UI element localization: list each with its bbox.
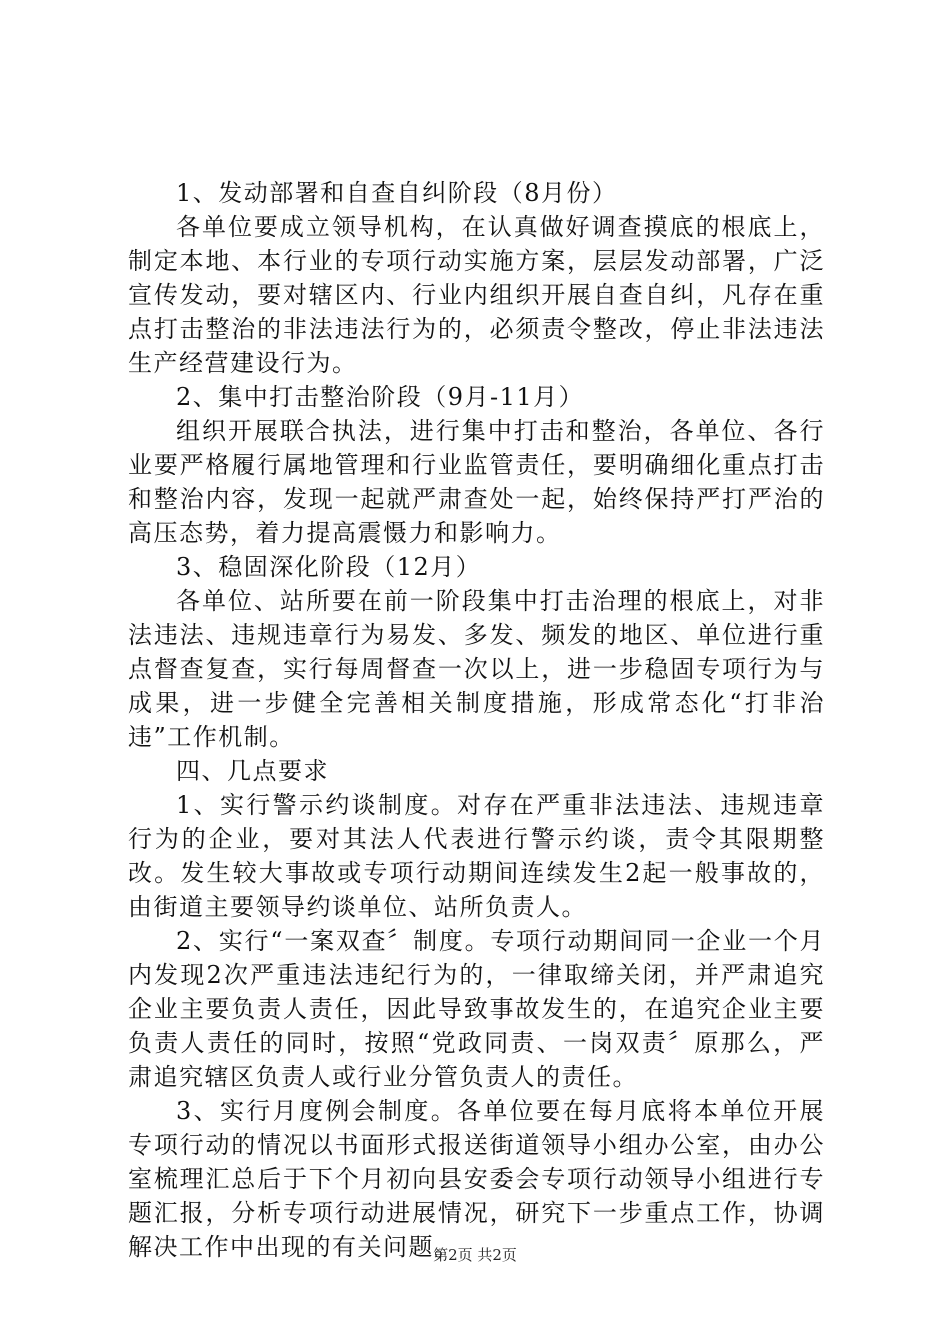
page-footer: 第2页 共2页 xyxy=(433,1246,517,1264)
paragraph-phase-3: 各单位、站所要在前一阶段集中打击治理的根底上，对非法违法、违规违章行为易发、多发、频发的地区、单位进行重点督查复查，实行每周督查一次以上，进一步稳固专项行为与成果，进一步健全完善相关制度措施，形成常态化“打非治违”工作机制。 xyxy=(128,587,825,751)
section-heading-requirements: 四、几点要求 xyxy=(176,757,329,785)
heading-phase-1: 1、发动部署和自查自纠阶段（8月份） xyxy=(176,179,618,207)
paragraph-requirement-1: 1、实行警示约谈制度。对存在严重非法违法、违规违章行为的企业，要对其法人代表进行警示约谈，责令其限期整改。发生较大事故或专项行动期间连续发生2起一般事故的，由街道主要领导约谈单位、站所负责人。 xyxy=(128,791,825,921)
paragraph-requirement-3: 3、实行月度例会制度。各单位要在每月底将本单位开展专项行动的情况以书面形式报送街道领导小组办公室，由办公室梳理汇总后于下个月初向县安委会专项行动领导小组进行专题汇报，分析专项行动进展情况，研究下一步重点工作，协调解决工作中出现的有关问题。 xyxy=(128,1097,825,1261)
paragraph-requirement-2: 2、实行“一案双查〞制度。专项行动期间同一企业一个月内发现2次严重违法违纪行为的，一律取缔关闭，并严肃追究企业主要负责人责任，因此导致事故发生的，在追究企业主要负责人责任的同时，按照“党政同责、一岗双责〞原那么，严肃追究辖区负责人或行业分管负责人的责任。 xyxy=(128,927,825,1091)
paragraph-phase-2: 组织开展联合执法，进行集中打击和整治，各单位、各行业要严格履行属地管理和行业监管责任，要明确细化重点打击和整治内容，发现一起就严肃查处一起，始终保持严打严治的高压态势，着力提高震慑力和影响力。 xyxy=(128,417,825,547)
document-body xyxy=(128,176,825,1264)
heading-phase-3: 3、稳固深化阶段（12月） xyxy=(176,553,482,581)
paragraph-phase-1: 各单位要成立领导机构，在认真做好调查摸底的根底上，制定本地、本行业的专项行动实施方案，层层发动部署，广泛宣传发动，要对辖区内、行业内组织开展自查自纠，凡存在重点打击整治的非法违法行为的，必须责令整改，停止非法违法生产经营建设行为。 xyxy=(128,213,825,377)
heading-phase-2: 2、集中打击整治阶段（9月-11月） xyxy=(176,383,585,411)
